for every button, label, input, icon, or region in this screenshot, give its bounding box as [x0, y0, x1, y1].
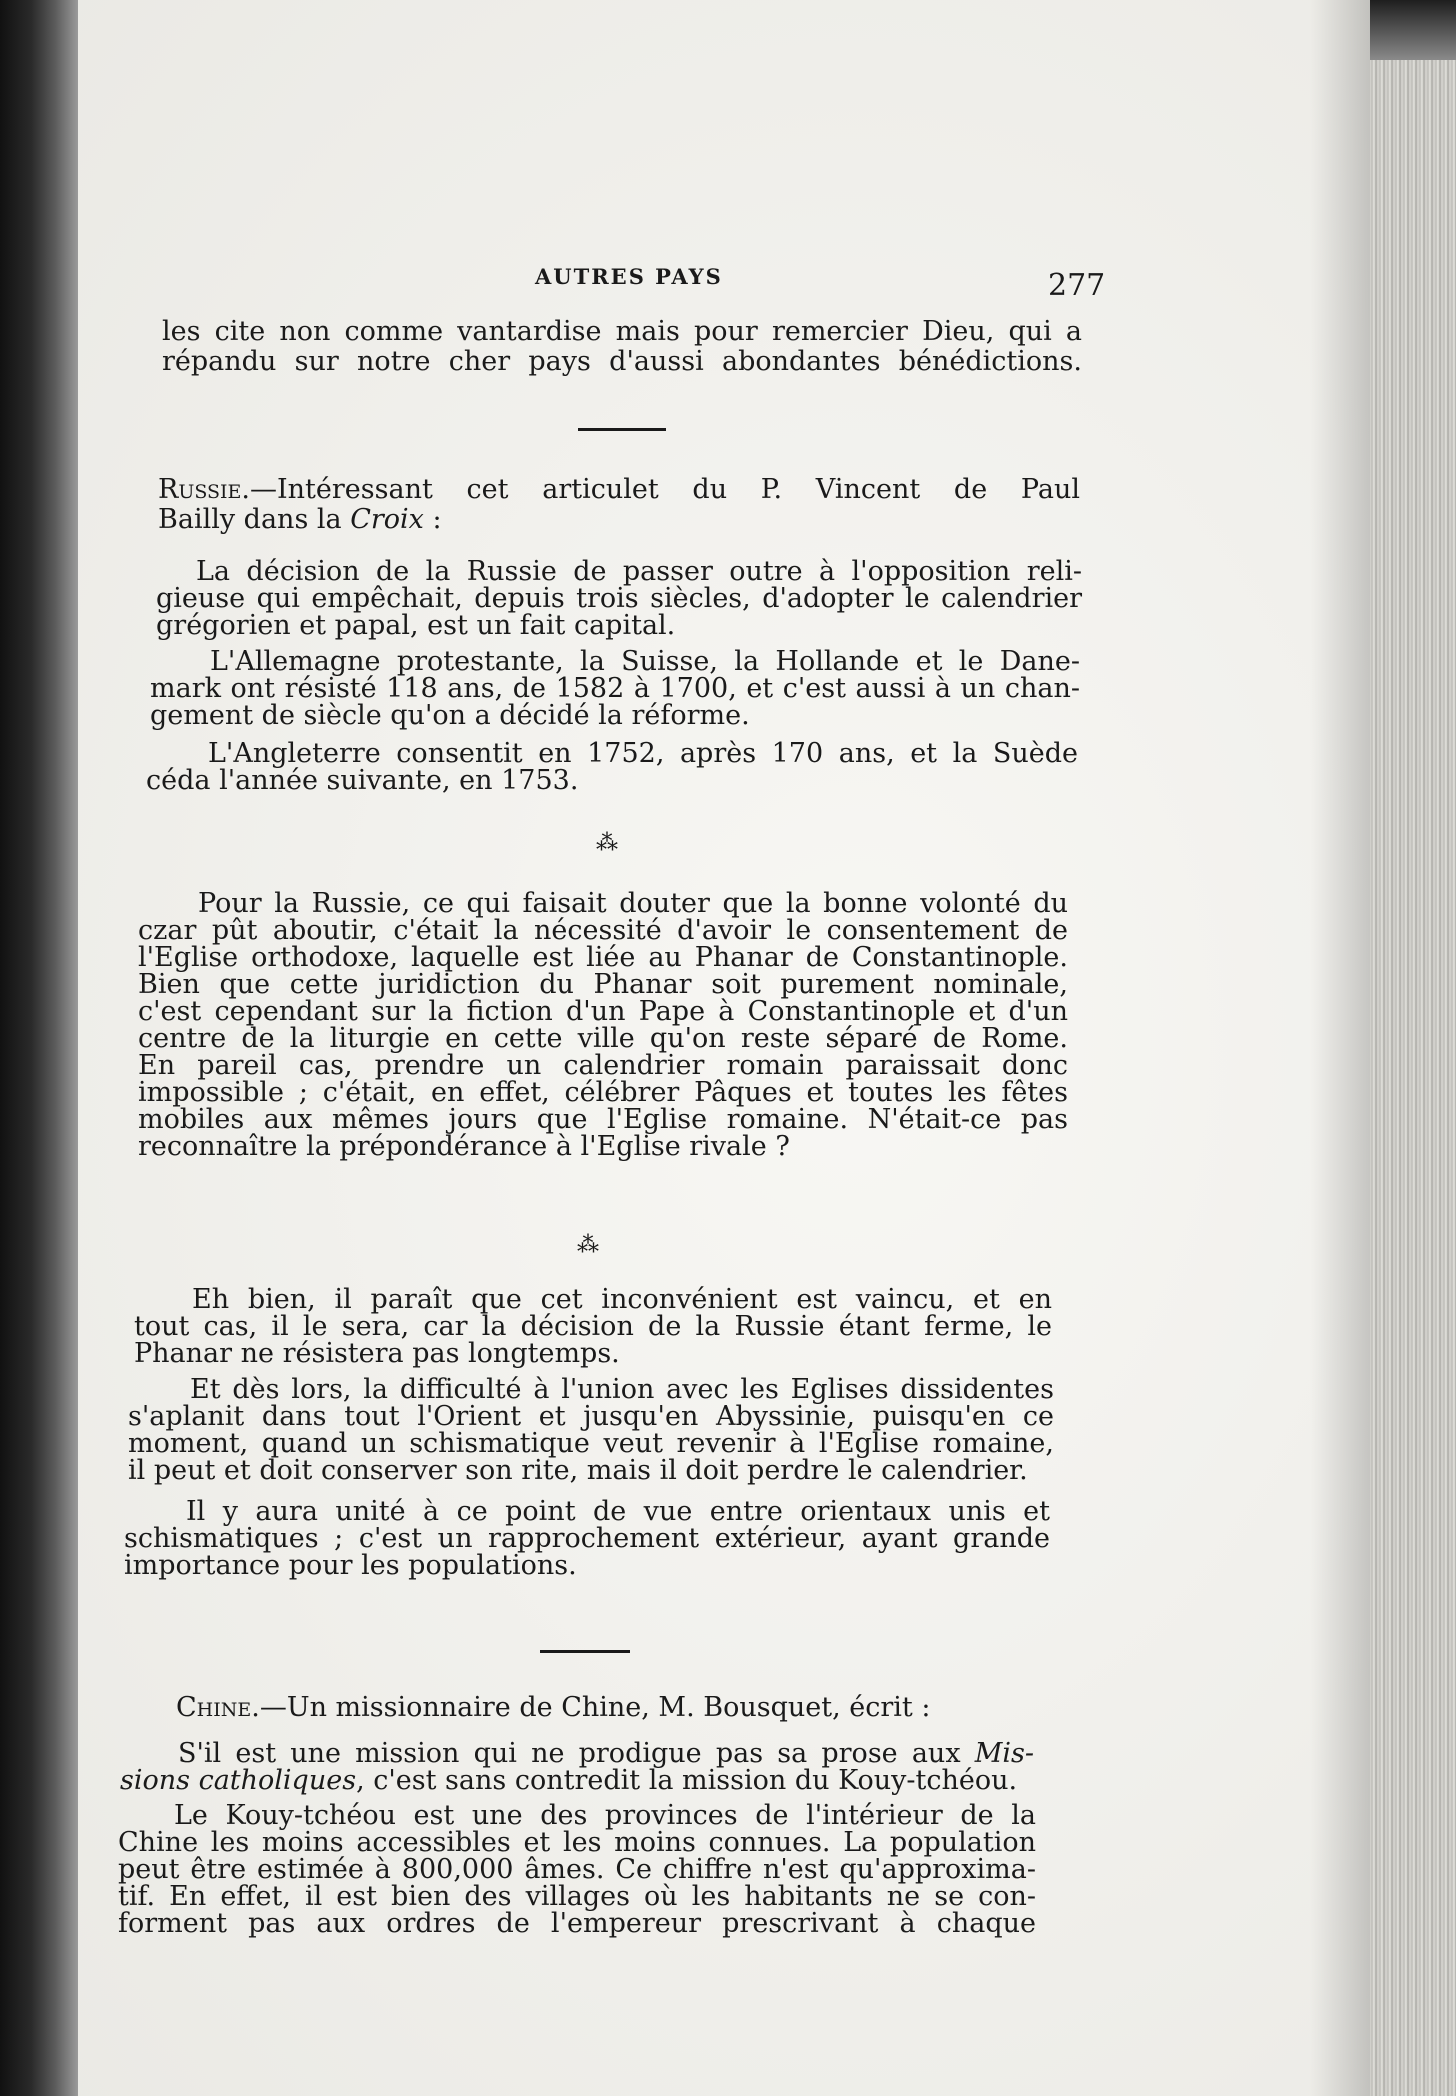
page-edges	[1370, 60, 1456, 2096]
russie-paragraph-2	[138, 890, 1068, 1160]
text-line	[120, 1740, 1034, 1767]
chine-intro	[176, 1694, 1036, 1721]
gutter-shadow	[1310, 0, 1370, 2096]
text-line: peut être estimée à 800,000 âmes. Ce chiffre n'est qu'approxima-	[118, 1854, 1036, 1885]
text-run-italic: sions catholiques	[120, 1765, 357, 1796]
text-line: grégorien et papal, est un fait capital.	[156, 610, 676, 641]
text-line: impossible ; c'était, en effet, célébrer Pâques et toutes les fêtes	[138, 1077, 1068, 1108]
text-line: centre de la liturgie en cette ville qu'on reste séparé de Rome.	[138, 1023, 1068, 1054]
page-number: 277	[1048, 268, 1106, 303]
text-run: Bailly dans la	[158, 504, 351, 535]
chine-paragraph-2	[118, 1802, 1036, 1937]
text-line: Chine les moins accessibles et les moins connues. La population	[118, 1827, 1036, 1858]
text-line: céda l'année suivante, en 1753.	[146, 765, 579, 796]
text-line: Bien que cette juridiction du Phanar soit purement nominale,	[138, 969, 1068, 1000]
section-rule	[540, 1650, 630, 1653]
text-run-italic: Croix	[350, 504, 424, 535]
section-lead: Chine.	[176, 1692, 260, 1723]
text-line: s'aplanit dans tout l'Orient et jusqu'en Abyssinie, puisqu'en ce	[128, 1401, 1054, 1432]
text-line: c'est cependant sur la fiction d'un Pape à Constantinople et d'un	[138, 996, 1068, 1027]
quote-paragraph-3	[146, 740, 1078, 794]
text-line: L'Allemagne protestante, la Suisse, la Hollande et le Dane-	[210, 646, 1080, 677]
running-head: AUTRES PAYS	[535, 264, 723, 289]
chine-paragraph-1	[120, 1740, 1034, 1794]
text-line	[158, 506, 1080, 533]
section-lead: Russie.	[158, 474, 250, 505]
section-rule	[578, 428, 666, 431]
text-line	[176, 1694, 1036, 1721]
text-line: schismatiques ; c'est un rapprochement extérieur, ayant grande	[124, 1523, 1050, 1554]
asterism: ⁂	[577, 1233, 599, 1258]
text-line: forment pas aux ordres de l'empereur prescrivant à chaque	[118, 1908, 1036, 1939]
text-line: Il y aura unité à ce point de vue entre orientaux unis et	[186, 1496, 1050, 1527]
text-line: gieuse qui empêchait, depuis trois siècles, d'adopter le calendrier	[156, 583, 1082, 614]
text-line: répandu sur notre cher pays d'aussi abondantes bénédictions.	[162, 346, 1082, 377]
russie-paragraph-4	[128, 1376, 1054, 1484]
text-line	[120, 1767, 1034, 1794]
text-run: , c'est sans contredit la mission du Kouy-tchéou.	[356, 1765, 1018, 1796]
text-line: tif. En effet, il est bien des villages où les habitants ne se con-	[118, 1881, 1036, 1912]
text-line: reconnaître la prépondérance à l'Eglise rivale ?	[138, 1131, 790, 1162]
text-line	[158, 476, 1080, 503]
text-run: —Intéressant cet articulet du P. Vincent de Paul	[250, 474, 1080, 505]
text-line: Pour la Russie, ce qui faisait douter que la bonne volonté du	[198, 888, 1068, 919]
page-edges-top	[1370, 0, 1456, 60]
text-line: moment, quand un schismatique veut revenir à l'Eglise romaine,	[128, 1428, 1054, 1459]
text-line: Eh bien, il paraît que cet inconvénient est vaincu, et en	[192, 1284, 1052, 1315]
text-line: gement de siècle qu'on a décidé la réforme.	[150, 700, 750, 731]
text-line: les cite non comme vantardise mais pour remercier Dieu, qui a	[162, 316, 1082, 347]
text-line: L'Angleterre consentit en 1752, après 170 ans, et la Suède	[208, 738, 1078, 769]
russie-paragraph-3	[134, 1286, 1052, 1367]
text-line: Et dès lors, la difficulté à l'union avec les Eglises dissidentes	[190, 1374, 1054, 1405]
asterism: ⁂	[596, 831, 618, 856]
intro-paragraph	[162, 318, 1082, 375]
russie-paragraph-5	[124, 1498, 1050, 1579]
text-run: —Un missionnaire de Chine, M. Bousquet, écrit :	[259, 1692, 931, 1723]
text-line: importance pour les populations.	[124, 1550, 577, 1581]
text-run: :	[423, 504, 442, 535]
quote-paragraph-1	[156, 556, 1082, 641]
text-line: La décision de la Russie de passer outre à l'opposition reli-	[196, 556, 1082, 587]
quote-paragraph-2	[150, 648, 1080, 729]
text-line: En pareil cas, prendre un calendrier romain paraissait donc	[138, 1050, 1068, 1081]
text-line: il peut et doit conserver son rite, mais il doit perdre le calendrier.	[128, 1455, 1028, 1486]
text-line: Le Kouy-tchéou est une des provinces de l'intérieur de la	[174, 1800, 1036, 1831]
text-line: tout cas, il le sera, car la décision de la Russie étant ferme, le	[134, 1311, 1052, 1342]
text-line: mark ont résisté 118 ans, de 1582 à 1700, et c'est aussi à un chan-	[150, 673, 1080, 704]
text-line: Phanar ne résistera pas longtemps.	[134, 1338, 620, 1369]
binding-shadow	[0, 0, 78, 2096]
text-run-italic: Mis-	[974, 1738, 1034, 1769]
text-run: S'il est une mission qui ne prodigue pas sa prose aux	[178, 1738, 975, 1769]
text-line: l'Eglise orthodoxe, laquelle est liée au Phanar de Constantinople.	[138, 942, 1068, 973]
text-line: mobiles aux mêmes jours que l'Eglise romaine. N'était-ce pas	[138, 1104, 1068, 1135]
russie-intro	[158, 476, 1080, 533]
text-line: czar pût aboutir, c'était la nécessité d'avoir le consentement de	[138, 915, 1068, 946]
